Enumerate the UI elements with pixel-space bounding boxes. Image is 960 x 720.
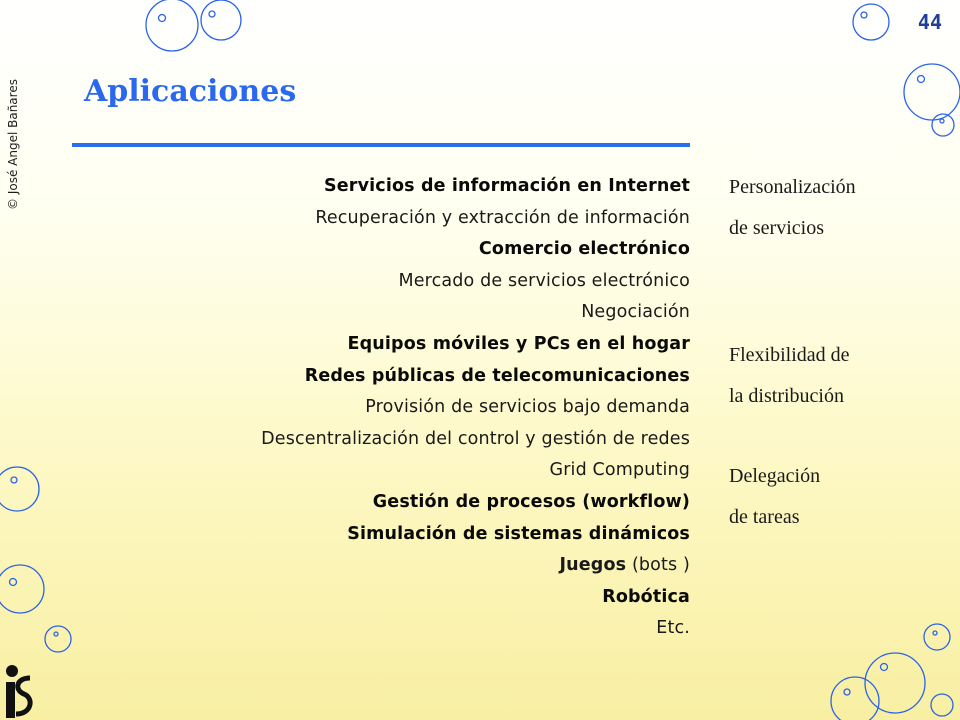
is-logo-icon [4,662,34,720]
bubble-icon [865,653,925,713]
bubble-icon [45,626,71,652]
list-item [80,550,690,582]
bubble-icon [11,477,17,483]
list-item: Servicios de información en Internet [324,176,690,196]
bubble-icon [146,0,198,51]
note-line: Delegación [729,465,821,487]
bubble-icon [933,631,937,635]
bubble-icon [831,677,879,720]
note-personalization [729,167,856,249]
list-item: Simulación de sistemas dinámicos [347,523,690,544]
slide-number: 44 [917,10,942,34]
note-line: de servicios [729,217,824,239]
bubble-icon [0,467,39,511]
bubble-icon [159,15,166,22]
list-item: Gestión de procesos (workflow) [372,491,690,512]
list-item: Mercado de servicios electrónico [398,270,690,291]
bubble-icon [881,664,888,671]
bubble-icon [0,565,44,613]
list-item: Equipos móviles y PCs en el hogar [347,333,690,354]
applications-list [80,171,690,645]
slide-title: Aplicaciones [84,74,297,109]
list-item: Provisión de servicios bajo demanda [365,397,690,418]
bubble-icon [201,0,241,40]
bubble-icon [844,689,850,695]
bubble-icon [904,64,960,120]
bubble-icon [931,694,953,716]
note-line: Personalización [729,176,856,198]
title-underline [72,143,690,147]
list-item-bold-label: Juegos [559,555,627,576]
note-line: de tareas [729,506,800,528]
list-item-note: (bots ) [631,555,690,576]
copyright-text: © José Angel Bañares [6,79,20,210]
bubble-icon [861,12,867,18]
note-line: la distribución [729,385,844,407]
bubble-icon [209,11,215,17]
bubble-icon [918,76,925,83]
bubble-icon [10,579,17,586]
list-item: Grid Computing [549,460,690,481]
note-delegation [729,456,820,538]
note-flexibility [729,335,850,417]
note-line: Flexibilidad de [729,344,850,366]
list-item: Redes públicas de telecomunicaciones [304,365,690,386]
bubble-icon [54,632,58,636]
bubble-icon [940,119,944,123]
list-item: Etc. [656,618,690,639]
list-item: Robótica [602,586,690,607]
list-item: Comercio electrónico [478,239,690,260]
bubble-icon [924,624,950,650]
list-item: Negociación [581,302,690,323]
list-item: Descentralización del control y gestión de redes [261,428,690,449]
list-item: Recuperación y extracción de información [315,207,690,228]
bubble-icon [853,4,889,40]
